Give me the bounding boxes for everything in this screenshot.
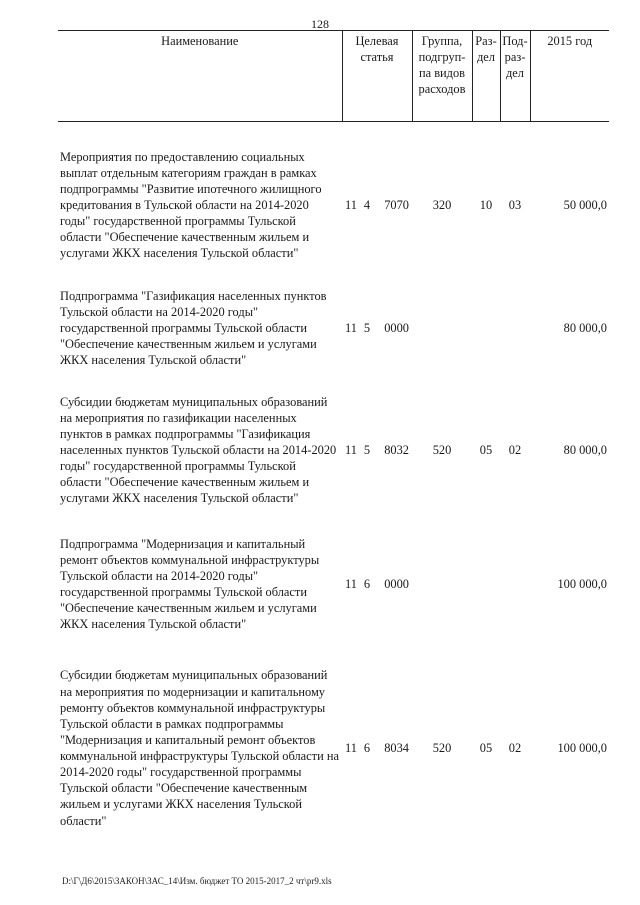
header-section-line: Раз- — [475, 34, 497, 48]
target-code-part: 0000 — [384, 576, 409, 591]
header-target-article — [342, 31, 412, 122]
header-name: Наименование — [58, 31, 342, 122]
row-amount: 80 000,0 — [563, 442, 607, 457]
row-amount: 100 000,0 — [557, 740, 607, 755]
row-subsection — [500, 286, 530, 370]
target-code-part: 11 — [345, 197, 357, 212]
header-group-line: расходов — [418, 82, 466, 97]
target-code-part: 8032 — [384, 442, 409, 457]
row-name: Субсидии бюджетам муниципальных образований на мероприятия по газификации населенных пунктов в рамках подпрограммы "Газификация населенных пунктов Тульской области на 2014-2020 годы" государственной программы Тульской области "Обеспечение качественным жильем и услугами ЖКХ населения Тульской области" — [60, 394, 337, 506]
row-expense-group — [412, 534, 472, 634]
target-code-part: 11 — [345, 320, 357, 335]
table-header-row — [58, 31, 609, 122]
target-code-part: 11 — [345, 576, 357, 591]
target-code-part: 11 — [345, 442, 357, 457]
row-expense-group: 320 — [432, 197, 452, 212]
row-spacer — [58, 122, 609, 147]
header-subsection-line: дел — [506, 66, 524, 81]
row-expense-group: 520 — [432, 740, 452, 755]
row-spacer — [58, 634, 609, 664]
header-target-line: статья — [360, 50, 394, 65]
row-name: Мероприятия по предоставлению социальных выплат отдельным категориям граждан в рамках подпрограммы "Развитие ипотечного жилищного кредитования в Тульской области на 2014-2020 годы" государственной программы Тульской области "Обеспечение качественным жильем и услугами ЖКХ населения Тульской области" — [60, 149, 322, 261]
page-number: 128 — [311, 17, 329, 31]
row-target-article — [342, 146, 412, 264]
row-spacer — [58, 264, 609, 286]
row-subsection: 02 — [508, 740, 522, 755]
header-subsection-line: раз- — [504, 50, 526, 65]
target-code-part: 6 — [363, 740, 371, 755]
row-section — [472, 534, 500, 634]
header-group-line: па видов — [418, 66, 466, 81]
header-year: 2015 год — [530, 31, 609, 122]
target-code-part: 4 — [363, 197, 371, 212]
table-row — [58, 286, 609, 370]
row-target-article — [342, 286, 412, 370]
row-subsection: 02 — [508, 442, 522, 457]
row-name: Подпрограмма "Модернизация и капитальный ремонт объектов коммунальной инфраструктуры Тульской области на 2014-2020 годы" государственной программы Тульской области "Обеспечение качественным жильем и услугами ЖКХ населения Тульской области" — [60, 536, 320, 632]
header-section — [472, 31, 500, 122]
table-row — [58, 664, 609, 832]
row-name: Субсидии бюджетам муниципальных образований на мероприятия по модернизации и капитальному ремонту объектов коммунальной инфраструктуры Тульской области в рамках подпрограммы "Модернизация и капитальный ремонт объектов коммунальной инфраструктуры Тульской области на 2014-2020 годы" государственной программы Тульской области "Обеспечение качественным жильем и услугами ЖКХ населения Тульской области" — [60, 668, 339, 828]
row-subsection: 03 — [508, 197, 522, 212]
row-target-article — [342, 384, 412, 516]
row-section — [472, 286, 500, 370]
target-code-part: 0000 — [384, 320, 409, 335]
header-group-line: Группа, — [421, 34, 463, 48]
header-group-line: подгруп- — [418, 50, 466, 65]
row-amount: 50 000,0 — [563, 197, 607, 212]
row-section: 05 — [479, 740, 493, 755]
table-row — [58, 534, 609, 634]
row-expense-group: 520 — [432, 442, 452, 457]
header-subsection — [500, 31, 530, 122]
target-code-part: 11 — [345, 740, 357, 755]
file-path-footer: D:\Г\Д6\2015\ЗАКОН\ЗАС_14\Изм. бюджет ТО 2015-2017_2 чт\pr9.xls — [62, 876, 332, 886]
row-target-article — [342, 534, 412, 634]
row-section: 05 — [479, 442, 493, 457]
row-expense-group — [412, 286, 472, 370]
table-row — [58, 384, 609, 516]
budget-table — [58, 30, 609, 832]
header-target-line: Целевая — [355, 34, 399, 48]
row-spacer — [58, 516, 609, 534]
target-code-part: 5 — [363, 442, 371, 457]
header-section-line: дел — [477, 50, 495, 65]
row-section: 10 — [479, 197, 493, 212]
header-subsection-line: Под- — [502, 34, 528, 48]
target-code-part: 8034 — [384, 740, 409, 755]
row-amount: 80 000,0 — [563, 320, 607, 335]
row-subsection — [500, 534, 530, 634]
row-name: Подпрограмма "Газификация населенных пунктов Тульской области на 2014-2020 годы" государственной программы Тульской области "Обеспечение качественным жильем и услугами ЖКХ населения Тульской области" — [60, 288, 327, 368]
header-expense-group — [412, 31, 472, 122]
row-spacer — [58, 370, 609, 384]
row-amount: 100 000,0 — [557, 576, 607, 591]
target-code-part: 7070 — [384, 197, 409, 212]
table-row — [58, 146, 609, 264]
row-target-article — [342, 664, 412, 832]
target-code-part: 5 — [363, 320, 371, 335]
target-code-part: 6 — [363, 576, 371, 591]
